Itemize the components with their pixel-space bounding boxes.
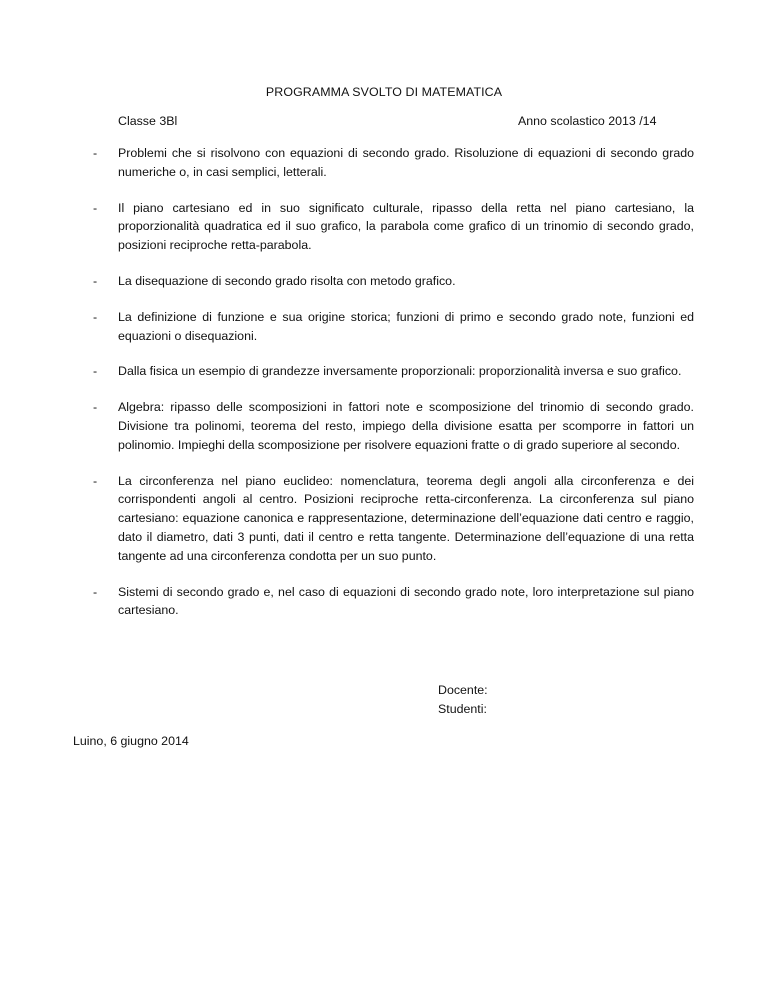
- list-item-text: Sistemi di secondo grado e, nel caso di equazioni di secondo grado note, loro interpretazione sul piano cartesiano.: [118, 584, 694, 618]
- bullet-dash: -: [93, 309, 98, 324]
- list-item-text: Il piano cartesiano ed in suo significato culturale, ripasso della retta nel piano cartesiano, la proporzionalità quadratica ed il suo grafico, la parabola come grafico di un trinomio di secondo grado, posizioni reciproche retta-parabola.: [118, 200, 694, 253]
- document-title: PROGRAMMA SVOLTO DI MATEMATICA: [265, 85, 503, 99]
- bullet-dash: -: [93, 400, 98, 415]
- school-year: Anno scolastico 2013 /14: [518, 114, 657, 128]
- list-item: [0, 308, 768, 346]
- bullet-dash: -: [93, 473, 98, 488]
- list-item: [0, 472, 768, 566]
- list-item-text: La circonferenza nel piano euclideo: nomenclatura, teorema degli angoli alla circonferenza e dei corrispondenti angoli al centro. Posizioni reciproche retta-circonferenza. La circonferenza sul piano cartesiano: equazione canonica e rappresentazione, determinazione dell’equazione dati centro e raggio, dato il diametro, dati 3 punti, dati il centro e retta tangente. Determinazione dell’equazione di una retta tangente ad una circonferenza condotta per un suo punto.: [118, 473, 694, 563]
- bullet-dash: -: [93, 273, 98, 288]
- list-item: [0, 144, 768, 182]
- list-item-text: Algebra: ripasso delle scomposizioni in fattori note e scomposizione del trinomio di secondo grado. Divisione tra polinomi, teorema del resto, impiego della divisione esatta per scomporre in fattori un polinomio. Impieghi della scomposizione per risolvere equazioni fratte o di grado superiore al secondo.: [118, 400, 694, 452]
- signature-block: [438, 681, 488, 719]
- program-list: [0, 144, 768, 637]
- list-item: [0, 272, 768, 291]
- list-item-text: La definizione di funzione e sua origine storica; funzioni di primo e secondo grado note, funzioni ed equazioni o disequazioni.: [118, 309, 694, 343]
- teacher-signature-label: Docente:: [438, 683, 488, 697]
- list-item: [0, 362, 768, 381]
- bullet-dash: -: [93, 146, 98, 160]
- students-signature-label: Studenti:: [438, 702, 487, 716]
- list-item: [0, 398, 768, 454]
- class-label: Classe 3Bl: [118, 114, 178, 128]
- date-place: Luino, 6 giugno 2014: [73, 734, 189, 748]
- list-item: [0, 583, 768, 621]
- list-item-text: Problemi che si risolvono con equazioni di secondo grado. Risoluzione di equazioni di secondo grado numeriche o, in casi semplici, letterali.: [118, 146, 694, 179]
- bullet-dash: -: [93, 200, 98, 215]
- bullet-dash: -: [93, 584, 98, 599]
- list-item-text: La disequazione di secondo grado risolta con metodo grafico.: [118, 273, 456, 288]
- list-item-text: Dalla fisica un esempio di grandezze inversamente proporzionali: proporzionalità inversa e suo grafico.: [118, 364, 682, 379]
- bullet-dash: -: [93, 364, 98, 379]
- list-item: [0, 199, 768, 255]
